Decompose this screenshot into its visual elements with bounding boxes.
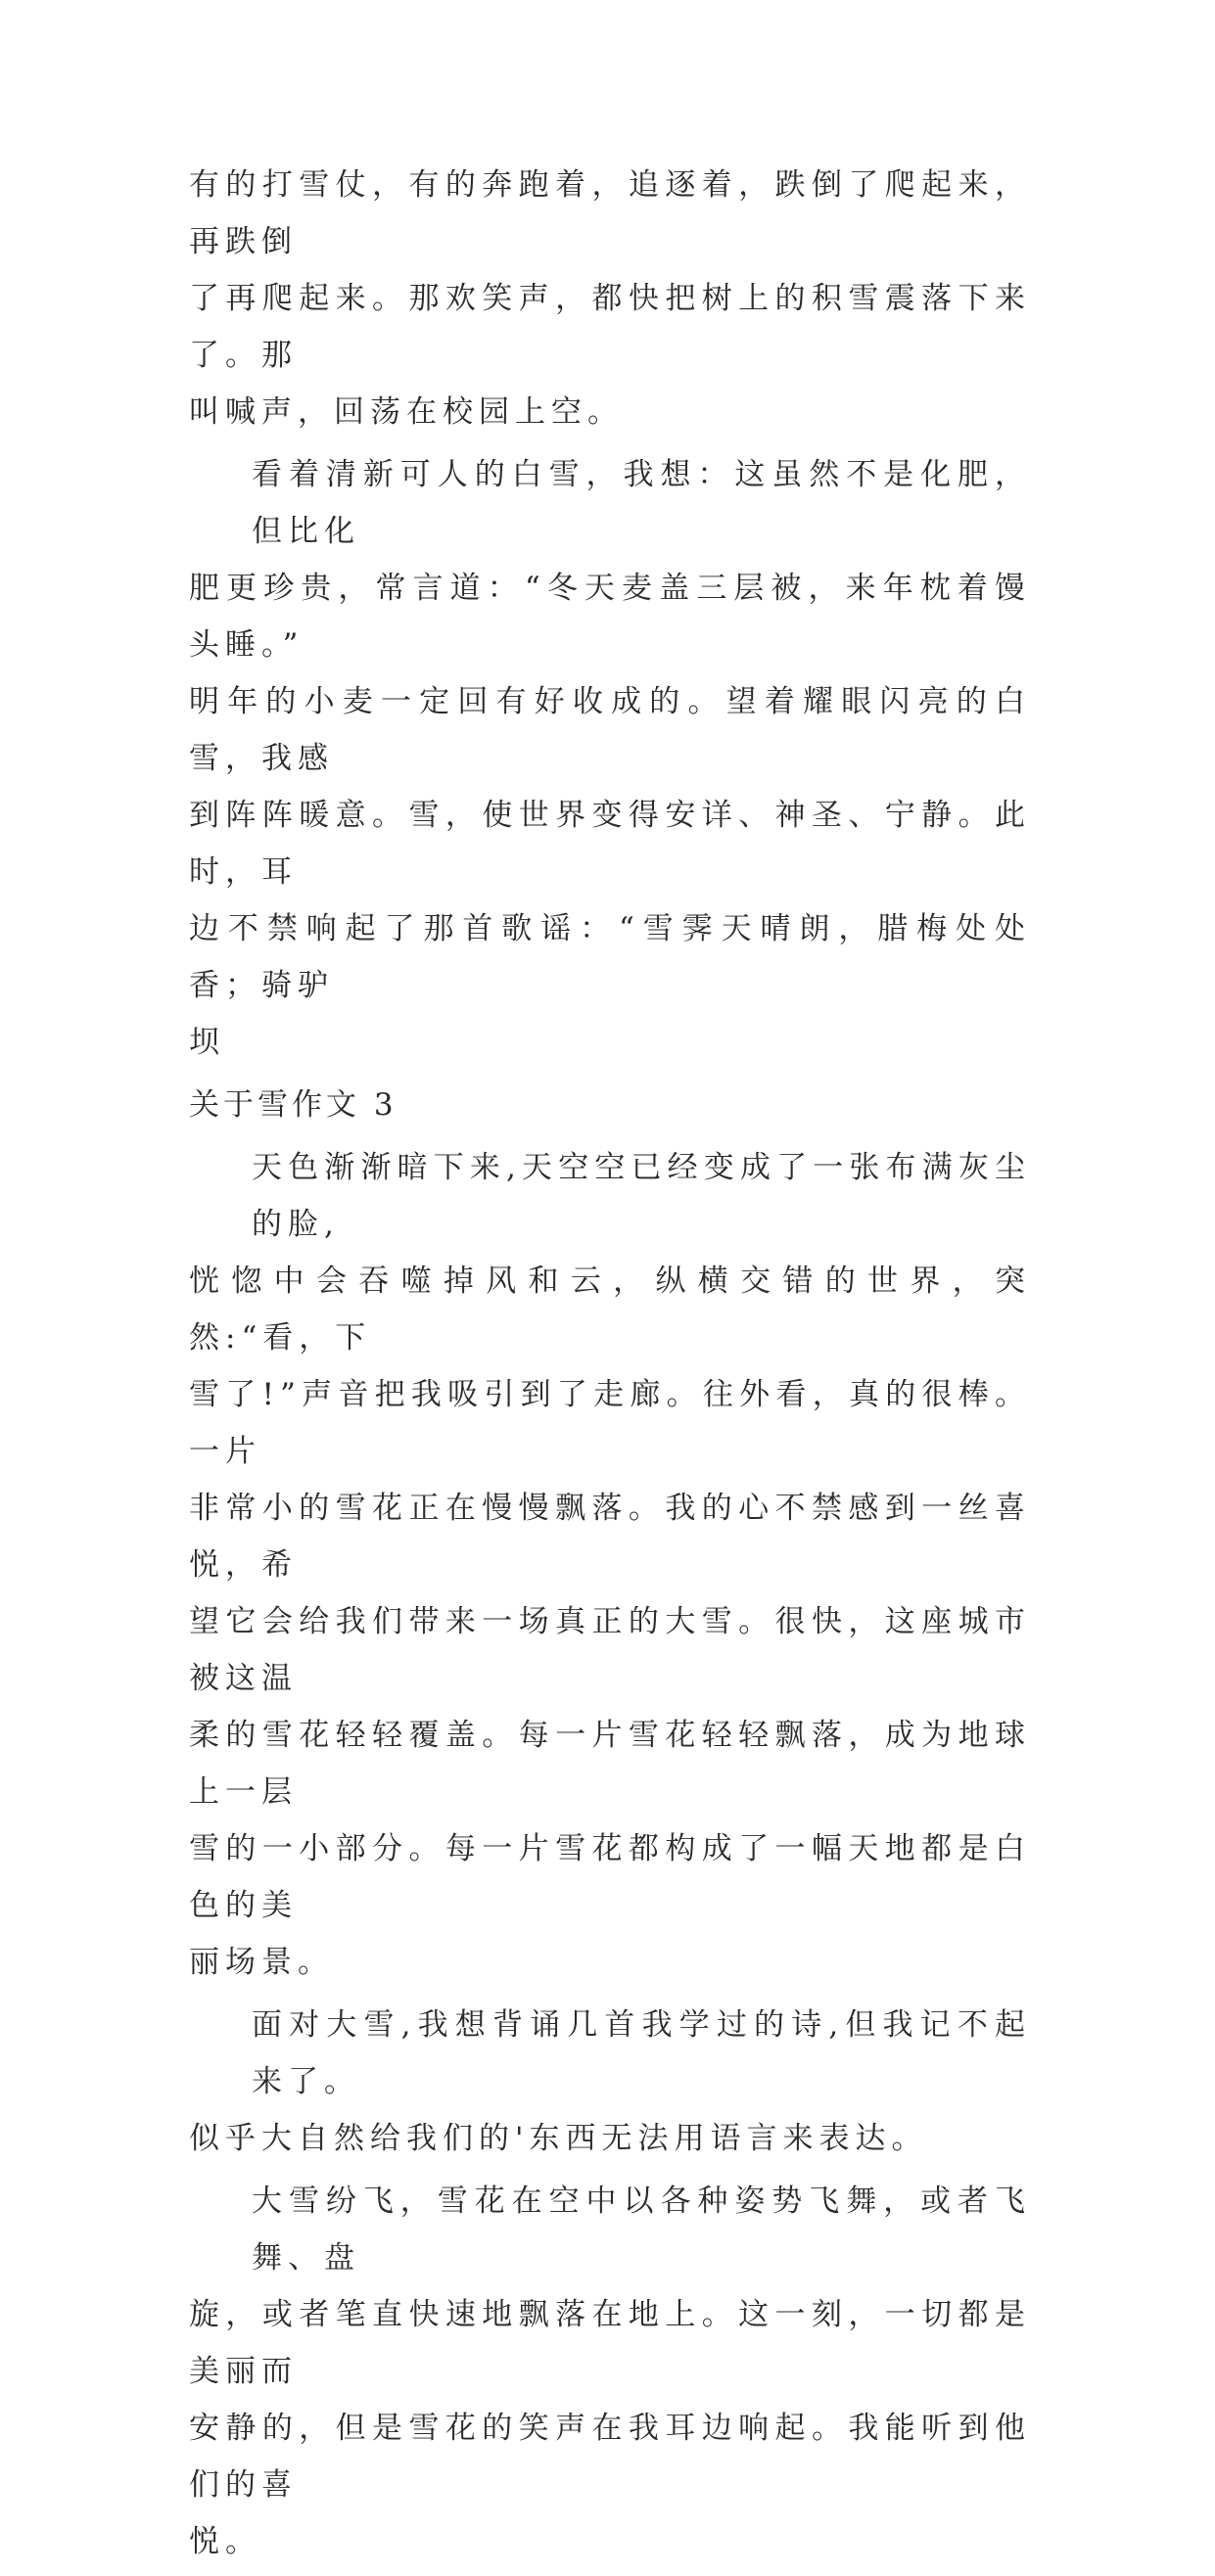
paragraph-line: 坝 xyxy=(189,1025,225,1060)
paragraph-line: 丽场景。 xyxy=(189,1945,334,1980)
paragraph-line: 明年的小麦一定回有好收成的。望着耀眼闪亮的白雪，我感 xyxy=(189,684,1031,776)
paragraph-line: 悦。 xyxy=(189,2524,261,2559)
paragraph-line: 大雪纷飞，雪花在空中以各种姿势飞舞，或者飞舞、盘 xyxy=(252,2184,1031,2276)
paragraph-line: 边不禁响起了那首歌谣：“雪霁天晴朗，腊梅处处香；骑驴 xyxy=(189,911,1031,1003)
paragraph-line: 似乎大自然给我们的'东西无法用语言来表达。 xyxy=(189,2121,928,2156)
paragraph-line: 了再爬起来。那欢笑声，都快把树上的积雪震落下来了。那 xyxy=(189,281,1031,373)
paragraph-1 xyxy=(189,157,1031,440)
paragraph-line: 柔的雪花轻轻覆盖。每一片雪花轻轻飘落，成为地球上一层 xyxy=(189,1718,1031,1810)
document-body xyxy=(189,157,1031,2576)
paragraph-4 xyxy=(189,1997,1031,2167)
paragraph-line: 面对大雪,我想背诵几首我学过的诗,但我记不起来了。 xyxy=(252,2007,1031,2099)
paragraph-3 xyxy=(189,1139,1031,1991)
paragraph-line: 有的打雪仗，有的奔跑着，追逐着，跌倒了爬起来，再跌倒 xyxy=(189,167,1031,259)
paragraph-line: 肥更珍贵，常言道：“冬天麦盖三层被，来年枕着馒头睡。” xyxy=(189,571,1031,663)
paragraph-line: 看着清新可人的白雪，我想：这虽然不是化肥，但比化 xyxy=(252,457,1031,549)
paragraph-line: 恍惚中会吞噬掉风和云，纵横交错的世界，突然:“看，下 xyxy=(189,1264,1031,1356)
paragraph-line: 雪的一小部分。每一片雪花都构成了一幅天地都是白色的美 xyxy=(189,1831,1031,1923)
paragraph-2 xyxy=(189,446,1031,1071)
paragraph-5 xyxy=(189,2173,1031,2570)
section-heading: 关于雪作文 3 xyxy=(189,1087,397,1123)
paragraph-line: 雪了!”声音把我吸引到了走廊。往外看，真的很棒。一片 xyxy=(189,1377,1031,1469)
paragraph-line: 到阵阵暖意。雪，使世界变得安详、神圣、宁静。此时，耳 xyxy=(189,798,1031,890)
paragraph-line: 安静的，但是雪花的笑声在我耳边响起。我能听到他们的喜 xyxy=(189,2411,1031,2503)
paragraph-line: 叫喊声，回荡在校园上空。 xyxy=(189,394,624,430)
paragraph-line: 望它会给我们带来一场真正的大雪。很快，这座城市被这温 xyxy=(189,1604,1031,1696)
paragraph-line: 非常小的雪花正在慢慢飘落。我的心不禁感到一丝喜悦，希 xyxy=(189,1491,1031,1583)
paragraph-line: 旋，或者笔直快速地飘落在地上。这一刻，一切都是美丽而 xyxy=(189,2297,1031,2389)
paragraph-line: 天色渐渐暗下来,天空空已经变成了一张布满灰尘的脸, xyxy=(252,1150,1031,1242)
